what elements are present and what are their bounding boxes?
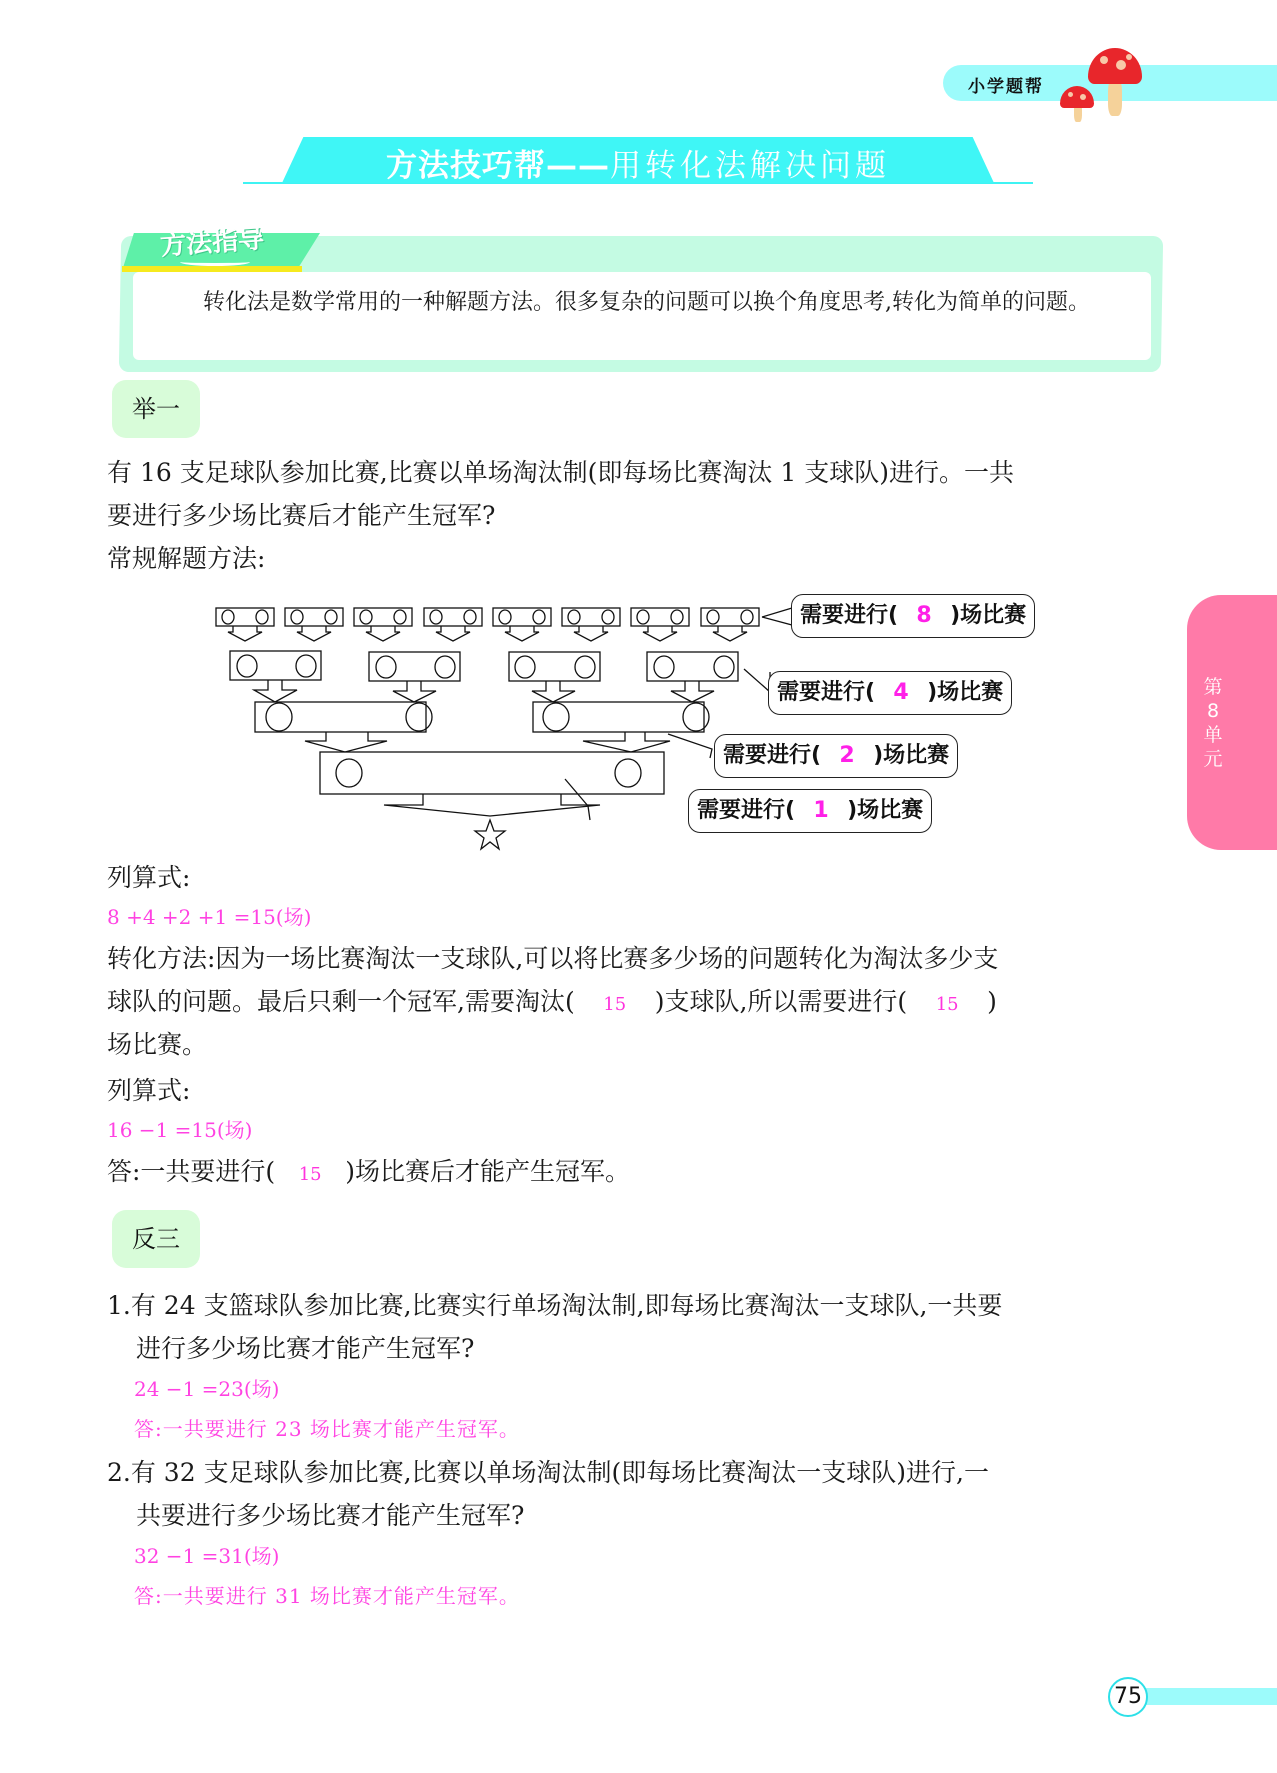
method-guide-text: 转化法是数学常用的一种解题方法。很多复杂的问题可以换个角度思考,转化为简单的问题。 [203,290,1090,315]
callout-value: 4 [893,680,909,705]
example-problem-line1: 有 16 支足球队参加比赛,比赛以单场淘汰制(即每场比赛淘汰 1 支球队)进行。一共 [107,458,1014,487]
formula-label-2: 列算式: [107,1076,191,1105]
answer-blank-matches: 15 [935,994,959,1015]
transform-line1: 转化方法:因为一场比赛淘汰一支球队,可以将比赛多少场的问题转化为淘汰多少支 [107,944,999,973]
practice-item-2-answer: 答:一共要进行 31 场比赛才能产生冠军。 [134,1584,520,1608]
title-sub: 用转化法解决问题 [610,148,890,184]
practice-item-1-line2: 进行多少场比赛才能产生冠军? [136,1334,475,1363]
item-number: 1. [107,1291,131,1320]
answer-prefix: 答:一共要进行( [107,1157,276,1186]
transform-text-c: ) [987,987,997,1016]
formula-answer-1: 8 +4 +2 +1 =15(场) [107,905,312,929]
callout-suffix: )场比赛 [847,798,924,823]
brand-label: 小学题帮 [968,77,1044,97]
answer-blank-eliminated: 15 [603,994,627,1015]
title-main: 方法技巧帮 [386,148,546,184]
page-title [282,140,994,185]
method-label: 常规解题方法: [107,544,266,573]
formula-label-1: 列算式: [107,863,191,892]
callout-prefix: 需要进行( [777,680,876,705]
method-guide-tab-accent [122,266,302,272]
title-dash: —— [546,148,610,184]
example-tag: 举一 [112,380,200,438]
practice-item-2-formula: 32 −1 =31(场) [134,1544,280,1568]
method-guide-label: 方法指导 [159,224,266,262]
transform-text-a: 球队的问题。最后只剩一个冠军,需要淘汰( [107,987,575,1016]
callout-round-2 [768,671,1012,715]
item-text: 有 24 支篮球队参加比赛,比赛实行单场淘汰制,即每场比赛淘汰一支球队,一共要 [130,1291,1003,1320]
callout-round-4 [688,789,932,833]
answer-blank-total: 15 [298,1164,322,1185]
practice-item-1-formula: 24 −1 =23(场) [134,1377,280,1401]
formula-answer-2: 16 −1 =15(场) [107,1118,253,1142]
callout-prefix: 需要进行( [800,603,899,628]
example-answer [107,1150,1172,1196]
transform-text-b: )支球队,所以需要进行( [654,987,908,1016]
practice-item-2-line2: 共要进行多少场比赛才能产生冠军? [136,1501,525,1530]
item-number: 2. [107,1458,131,1487]
unit-side-tab-label: 第8单元 [1203,676,1223,770]
bracket-final [320,752,664,816]
practice-item-1-line1 [107,1284,1172,1327]
callout-prefix: 需要进行( [723,743,822,768]
practice-tag: 反三 [112,1210,200,1268]
callout-suffix: )场比赛 [950,603,1027,628]
item-text: 有 32 支足球队参加比赛,比赛以单场淘汰制(即每场比赛淘汰一支球队)进行,一 [130,1458,989,1487]
bracket-round-3 [255,702,709,752]
page-number: 75 [1108,1677,1148,1717]
callout-suffix: )场比赛 [927,680,1004,705]
transform-line3: 场比赛。 [107,1030,208,1059]
callout-suffix: )场比赛 [873,743,950,768]
callout-round-1 [791,594,1035,638]
practice-item-1-answer: 答:一共要进行 23 场比赛才能产生冠军。 [134,1417,520,1441]
callout-value: 8 [916,603,932,628]
star-icon [475,820,505,849]
swoosh-icon [180,258,250,266]
mushroom-icon [1060,48,1140,118]
page-number-strip [1140,1688,1277,1705]
transform-line2 [107,980,1172,1026]
example-problem-line2: 要进行多少场比赛后才能产生冠军? [107,501,496,530]
callout-prefix: 需要进行( [697,798,796,823]
bracket-round-2 [230,651,738,702]
callout-value: 1 [813,798,829,823]
answer-suffix: )场比赛后才能产生冠军。 [345,1157,630,1186]
callout-value: 2 [839,743,855,768]
callout-round-3 [714,734,958,778]
practice-item-2-line1 [107,1451,1172,1494]
